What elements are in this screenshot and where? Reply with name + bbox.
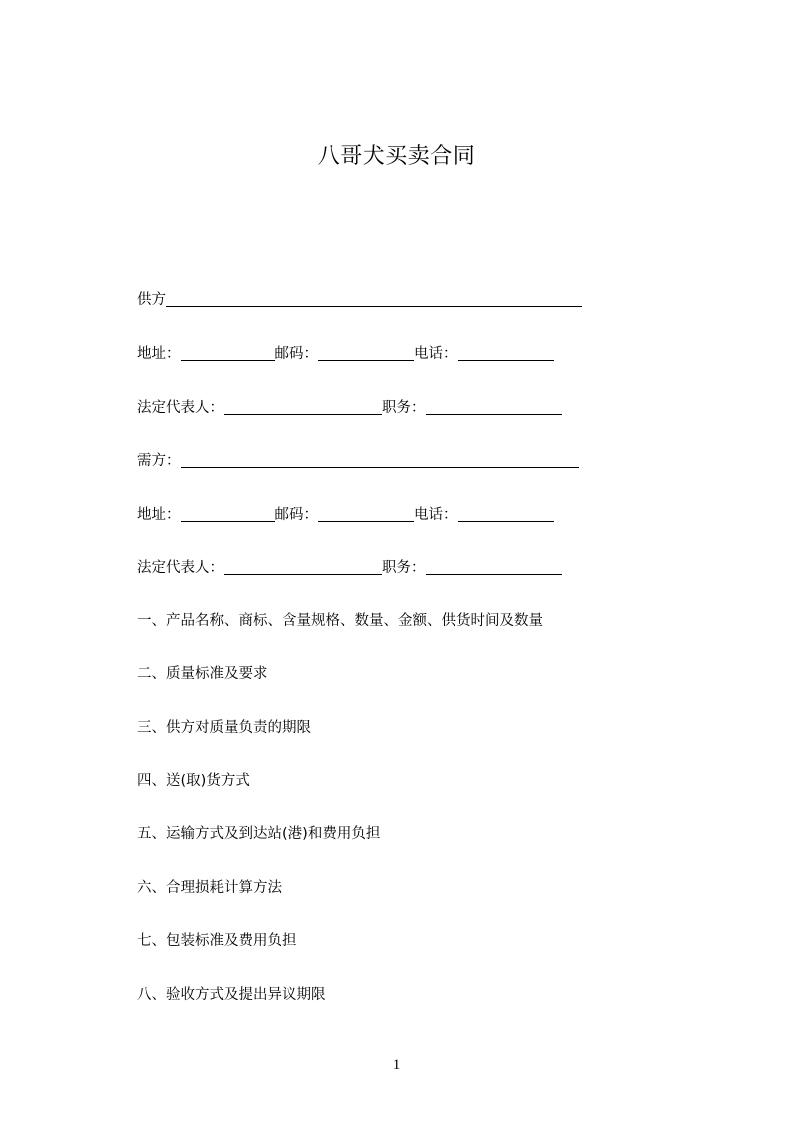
buyer-name-line (137, 451, 579, 471)
buyer-contact-line (137, 505, 554, 525)
buyer-address-blank[interactable] (181, 507, 275, 522)
supplier-legal-rep-blank[interactable] (224, 400, 382, 415)
supplier-phone-blank[interactable] (458, 346, 554, 361)
page-number: 1 (392, 1057, 401, 1073)
supplier-address-label: 地址： (137, 346, 181, 362)
supplier-postcode-blank[interactable] (318, 346, 414, 361)
page-title: 八哥犬买卖合同 (317, 144, 476, 169)
supplier-position-label: 职务： (382, 400, 426, 416)
buyer-phone-blank[interactable] (458, 507, 554, 522)
buyer-phone-label: 电话： (414, 507, 458, 523)
clause-heading: 五、运输方式及到达站(港)和费用负担 (137, 826, 381, 842)
buyer-legal-rep-label: 法定代表人： (137, 560, 224, 576)
clause-heading: 三、供方对质量负责的期限 (137, 720, 311, 736)
clause-heading: 六、合理损耗计算方法 (137, 880, 282, 896)
buyer-position-blank[interactable] (426, 560, 562, 575)
supplier-legal-rep-label: 法定代表人： (137, 400, 224, 416)
buyer-postcode-blank[interactable] (318, 507, 414, 522)
supplier-name-line (137, 290, 582, 310)
clause-heading: 八、验收方式及提出异议期限 (137, 987, 326, 1003)
clause-heading: 一、产品名称、商标、含量规格、数量、金额、供货时间及数量 (137, 613, 543, 629)
supplier-rep-line (137, 398, 562, 418)
supplier-contact-line (137, 344, 554, 364)
clause-heading: 四、送(取)货方式 (137, 773, 250, 789)
supplier-address-blank[interactable] (181, 346, 275, 361)
supplier-name-blank[interactable] (166, 292, 582, 307)
buyer-postcode-label: 邮码： (274, 507, 318, 523)
clause-heading: 二、质量标准及要求 (137, 666, 268, 682)
clause-heading: 七、包装标准及费用负担 (137, 933, 297, 949)
supplier-phone-label: 电话： (414, 346, 458, 362)
buyer-position-label: 职务： (382, 560, 426, 576)
supplier-position-blank[interactable] (426, 400, 562, 415)
buyer-rep-line (137, 558, 562, 578)
buyer-name-label: 需方： (137, 453, 181, 469)
buyer-address-label: 地址： (137, 507, 181, 523)
buyer-name-blank[interactable] (181, 453, 579, 468)
buyer-legal-rep-blank[interactable] (224, 560, 382, 575)
supplier-postcode-label: 邮码： (274, 346, 318, 362)
supplier-name-label: 供方 (137, 292, 166, 308)
